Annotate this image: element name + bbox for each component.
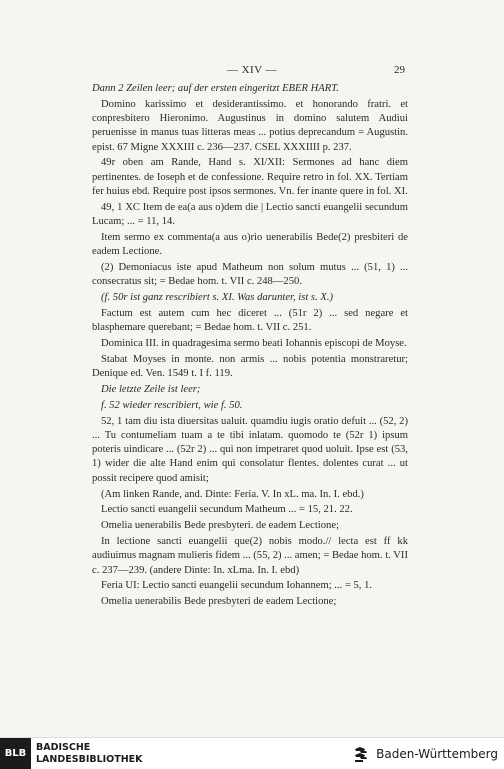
paragraph: 49r oben am Rande, Hand s. XI/XII: Sermones ad hanc diem pertinentes. de Ioseph et de confessione. Require retro in fol. XX. Tertiam fer huius ebd. Require post ipsos sermones. Vn. fer inante quere in fol. XI. [92, 157, 408, 198]
paragraph: (Am linken Rande, and. Dinte: Feria. V. In xL. ma. In. I. ebd.) [101, 488, 364, 500]
footer-bar [0, 737, 504, 769]
running-head [0, 64, 504, 78]
blb-logo: BLB [0, 738, 31, 769]
paragraph: 52, 1 tam diu ista diuersitas ualuit. quamdiu iugis oratio defuit ... (52, 2) ... Tu contumeliam tuam a te tibi inlatam. quomodo te (52r 1) ipsum poteris uindicare ... (52r 2) ... qui non impetraret quod uoluit. Ipse est (53, 1) wider die alte Hand enim qui consolatur flentes. dolentes curat ... ut possit recipere quod amisit; [92, 415, 408, 484]
paragraph: Omelia uenerabilis Bede presbyteri. de eadem Lectione; [101, 520, 339, 532]
paragraph: Domino karissimo et desiderantissimo. et honorando fratri. et conpresbitero Hieronimo. Augustinus in domino salutem Audiui peruenisse in manus tuas litteras meas ... potius deprecandum = Augustin. epist. 67 Migne XXXIII c. 236—237. CSEL XXXIIII p. 237. [92, 98, 408, 153]
running-head-title: — XIV — [226, 64, 278, 76]
paragraph: In lectione sancti euangelii que(2) nobis modo.// lecta est ff kk audiuimus magnam mulieris fidem ... (55, 2) ... amen; = Bedae hom. t. VII c. 237—239. (andere Dinte: In. xLma. In. I. ebd) [92, 535, 408, 576]
library-name [36, 742, 143, 765]
text-body [92, 82, 408, 611]
paragraph: Stabat Moyses in monte. non armis ... nobis potentia monstraretur; Denique ed. Ven. 1549 t. I f. 119. [92, 353, 408, 380]
editor-note: (f. 50r ist ganz rescribiert s. XI. Was darunter, ist s. X.) [101, 292, 333, 304]
editor-note: Dann 2 Zeilen leer; auf der ersten eingeritzt EBER HART. [92, 83, 339, 94]
editor-note: f. 52 wieder rescribiert, wie f. 50. [101, 399, 243, 411]
paragraph: Factum est autem cum hec diceret ... (51r 2) ... sed negare et blasphemare querebant; = Bedae hom. t. VII c. 251. [92, 307, 408, 334]
state-name: Baden-Württemberg [376, 747, 498, 761]
editor-note: Die letzte Zeile ist leer; [101, 383, 201, 395]
paragraph: (2) Demoniacus iste apud Matheum non solum mutus ... (51, 1) ... consecratus sit; = Bedae hom. t. VII c. 248—250. [92, 262, 408, 288]
paragraph: Dominica III. in quadragesima sermo beati Iohannis episcopi de Moyse. [101, 338, 407, 350]
page-number: 29 [394, 64, 405, 76]
paragraph: Item sermo ex commenta(a aus o)rio uenerabilis Bede(2) presbiteri de eadem Lectione. [92, 231, 408, 258]
library-name-line2: LANDESBIBLIOTHEK [36, 753, 143, 765]
library-name-line1: BADISCHE [36, 742, 91, 753]
state-logo [354, 745, 498, 763]
paragraph: 49, 1 XC Item de ea(a aus o)dem die | Lectio sancti euangelii secundum Lucam; ... = 11, 14. [92, 201, 408, 228]
paragraph: Feria UI: Lectio sancti euangelii secundum Iohannem; ... = 5, 1. [101, 580, 373, 592]
paragraph: Omelia uenerabilis Bede presbyteri de eadem Lectione; [101, 596, 337, 608]
paragraph: Lectio sancti euangelii secundum Matheum ... = 15, 21. 22. [101, 504, 353, 516]
lions-crest-icon [354, 745, 372, 763]
